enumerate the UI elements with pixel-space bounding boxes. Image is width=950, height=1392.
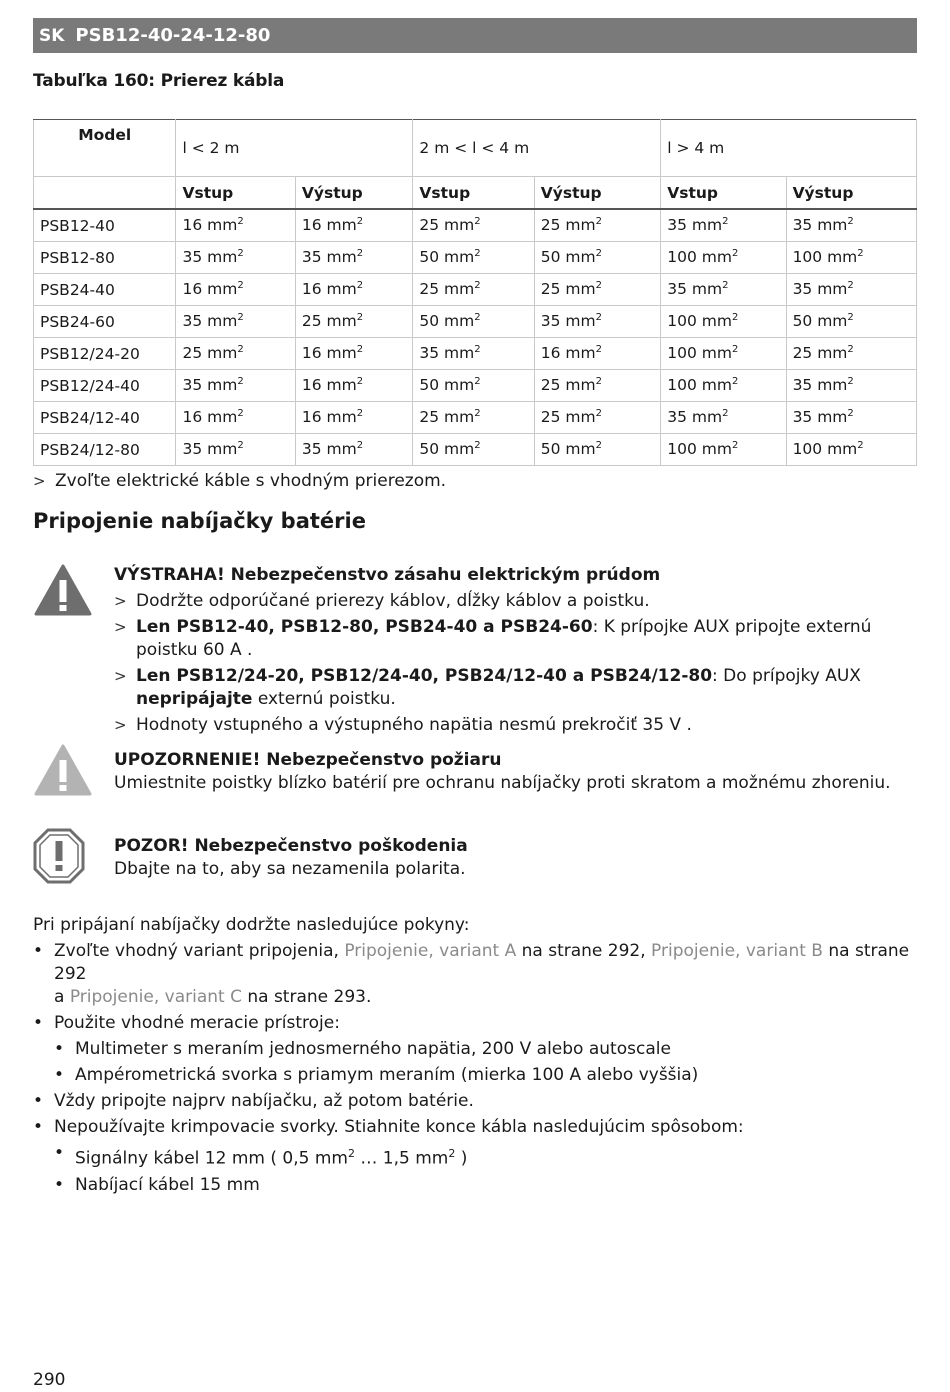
value-cell: 100 $mm^2$ bbox=[661, 242, 786, 274]
cable-note: > Zvoľte elektrické káble s vhodným prierezom. bbox=[33, 471, 447, 491]
list-item: • Použite vhodné meracie prístroje: bbox=[33, 1013, 340, 1033]
warning-item: > Hodnoty vstupného a výstupného napätia nesmú prekročiť 35 V . bbox=[114, 715, 692, 735]
value-cell: 16 $mm^2$ bbox=[176, 274, 295, 306]
link-variant-b[interactable]: Pripojenie, variant B bbox=[651, 941, 823, 961]
warning-item: > Len PSB12-40, PSB12-80, PSB24-40 a PSB24-60: K prípojke AUX pripojte externú poistku 60 A . bbox=[114, 617, 872, 660]
subheader-cell: Výstup bbox=[786, 177, 916, 210]
caution-text: Umiestnite poistky blízko batérií pre ochranu nabíjačky proti skratom a možnému zhoreniu. bbox=[114, 773, 891, 793]
arrow-icon: > bbox=[114, 618, 127, 636]
value-cell: 35 $mm^2$ bbox=[786, 209, 916, 242]
list-item: • Nepoužívajte krimpovacie svorky. Stiahnite konce kábla nasledujúcim spôsobom: bbox=[33, 1117, 744, 1137]
table-row bbox=[34, 434, 917, 466]
link-variant-a[interactable]: Pripojenie, variant A bbox=[344, 941, 517, 961]
link-variant-c[interactable]: Pripojenie, variant C bbox=[69, 987, 242, 1007]
value-cell: 35 $mm^2$ bbox=[661, 274, 786, 306]
bullet-icon: • bbox=[54, 1174, 65, 1195]
language-code: SK bbox=[39, 25, 65, 46]
value-cell: 100 $mm^2$ bbox=[661, 434, 786, 466]
range-header: l < 2 m bbox=[176, 120, 413, 177]
value-cell: 100 $mm^2$ bbox=[661, 306, 786, 338]
value-cell: 35 $mm^2$ bbox=[413, 338, 534, 370]
subheader-cell: Vstup bbox=[661, 177, 786, 210]
value-cell: 50 $mm^2$ bbox=[413, 242, 534, 274]
list-item: • Nabíjací kábel 15 mm bbox=[54, 1174, 260, 1195]
value-cell: 16 $mm^2$ bbox=[295, 274, 413, 306]
value-cell: 35 $mm^2$ bbox=[176, 434, 295, 466]
table-body bbox=[34, 209, 917, 466]
value-cell: 16 $mm^2$ bbox=[295, 402, 413, 434]
value-cell: 25 $mm^2$ bbox=[534, 370, 660, 402]
table-title: Tabuľka 160: Prierez kábla bbox=[33, 71, 285, 91]
model-cell: PSB24/12-40 bbox=[34, 402, 176, 434]
value-cell: 25 $mm^2$ bbox=[176, 338, 295, 370]
value-cell: 100 $mm^2$ bbox=[786, 434, 916, 466]
value-cell: 35 $mm^2$ bbox=[176, 306, 295, 338]
instructions bbox=[33, 914, 913, 1197]
value-cell: 35 $mm^2$ bbox=[295, 242, 413, 274]
value-cell: 35 $mm^2$ bbox=[786, 274, 916, 306]
value-cell: 35 $mm^2$ bbox=[661, 209, 786, 242]
model-cell: PSB24-60 bbox=[34, 306, 176, 338]
caution-triangle-icon bbox=[33, 743, 93, 802]
arrow-icon: > bbox=[114, 667, 127, 685]
value-cell: 25 $mm^2$ bbox=[534, 274, 660, 306]
range-header: 2 m < l < 4 m bbox=[413, 120, 661, 177]
model-cell: PSB12/24-20 bbox=[34, 338, 176, 370]
table-row bbox=[34, 306, 917, 338]
subheader-cell: Výstup bbox=[534, 177, 660, 210]
model-cell: PSB24-40 bbox=[34, 274, 176, 306]
value-cell: 100 $mm^2$ bbox=[661, 338, 786, 370]
value-cell: 16 $mm^2$ bbox=[176, 402, 295, 434]
instructions-intro: Pri pripájaní nabíjačky dodržte nasledujúce pokyny: bbox=[33, 915, 470, 935]
notice-octagon-icon bbox=[33, 828, 85, 889]
bullet-icon: • bbox=[33, 941, 44, 961]
model-cell: PSB12/24-40 bbox=[34, 370, 176, 402]
model-title: PSB12-40-24-12-80 bbox=[75, 25, 271, 46]
value-cell: 16 $mm^2$ bbox=[176, 209, 295, 242]
value-cell: 16 $mm^2$ bbox=[295, 209, 413, 242]
empty-cell bbox=[34, 177, 176, 210]
value-cell: 50 $mm^2$ bbox=[786, 306, 916, 338]
value-cell: 35 $mm^2$ bbox=[534, 306, 660, 338]
list-item: • Signálny kábel 12 mm ( 0,5 $mm^2$ … 1,5 $mm^2$ ) bbox=[54, 1143, 468, 1169]
list-item: • Vždy pripojte najprv nabíjačku, až potom batérie. bbox=[33, 1091, 474, 1111]
notice-block bbox=[114, 835, 924, 881]
value-cell: 25 $mm^2$ bbox=[413, 209, 534, 242]
warning-item: > Len PSB12/24-20, PSB12/24-40, PSB24/12-40 a PSB24/12-80: Do prípojky AUX nepripájajte externú poistku. bbox=[114, 666, 861, 709]
value-cell: 35 $mm^2$ bbox=[295, 434, 413, 466]
value-cell: 25 $mm^2$ bbox=[534, 402, 660, 434]
cable-table bbox=[33, 119, 917, 466]
section-heading: Pripojenie nabíjačky batérie bbox=[33, 509, 366, 533]
warning-triangle-icon bbox=[33, 563, 93, 622]
table-header-row bbox=[34, 120, 917, 177]
model-cell: PSB12-40 bbox=[34, 209, 176, 242]
subheader-cell: Vstup bbox=[413, 177, 534, 210]
header-bar bbox=[33, 18, 917, 53]
range-header: l > 4 m bbox=[661, 120, 917, 177]
model-cell: PSB24/12-80 bbox=[34, 434, 176, 466]
value-cell: 100 $mm^2$ bbox=[661, 370, 786, 402]
caution-block bbox=[114, 749, 924, 795]
value-cell: 16 $mm^2$ bbox=[534, 338, 660, 370]
list-item: • Zvoľte vhodný variant pripojenia, Pripojenie, variant A na strane 292, Pripojenie, variant B na strane 292 a Pripojenie, variant C na strane 293. bbox=[33, 941, 910, 1007]
table-row bbox=[34, 370, 917, 402]
value-cell: 50 $mm^2$ bbox=[534, 434, 660, 466]
list-item: • Ampérometrická svorka s priamym meraním (mierka 100 A alebo vyššia) bbox=[54, 1065, 699, 1085]
subheader-cell: Výstup bbox=[295, 177, 413, 210]
bullet-icon: • bbox=[54, 1143, 65, 1163]
caution-title: UPOZORNENIE! Nebezpečenstvo požiaru bbox=[114, 750, 502, 770]
value-cell: 35 $mm^2$ bbox=[176, 242, 295, 274]
value-cell: 35 $mm^2$ bbox=[176, 370, 295, 402]
value-cell: 50 $mm^2$ bbox=[413, 306, 534, 338]
bullet-icon: • bbox=[33, 1117, 44, 1137]
value-cell: 35 $mm^2$ bbox=[786, 402, 916, 434]
table-row bbox=[34, 209, 917, 242]
value-cell: 50 $mm^2$ bbox=[413, 434, 534, 466]
warning-item: > Dodržte odporúčané prierezy káblov, dĺžky káblov a poistku. bbox=[114, 591, 650, 611]
notice-text: Dbajte na to, aby sa nezamenila polarita. bbox=[114, 859, 466, 879]
subheader-cell: Vstup bbox=[176, 177, 295, 210]
value-cell: 16 $mm^2$ bbox=[295, 338, 413, 370]
value-cell: 35 $mm^2$ bbox=[661, 402, 786, 434]
bullet-icon: • bbox=[54, 1039, 65, 1059]
table-row bbox=[34, 242, 917, 274]
value-cell: 50 $mm^2$ bbox=[534, 242, 660, 274]
table-subheader-row bbox=[34, 177, 917, 210]
model-cell: PSB12-80 bbox=[34, 242, 176, 274]
bullet-icon: • bbox=[33, 1013, 44, 1033]
warning-block bbox=[114, 564, 924, 737]
warning-title: VÝSTRAHA! Nebezpečenstvo zásahu elektrickým prúdom bbox=[114, 565, 661, 585]
table-row bbox=[34, 338, 917, 370]
notice-title: POZOR! Nebezpečenstvo poškodenia bbox=[114, 836, 468, 856]
arrow-icon: > bbox=[33, 472, 46, 490]
table-row bbox=[34, 402, 917, 434]
value-cell: 25 $mm^2$ bbox=[786, 338, 916, 370]
value-cell: 50 $mm^2$ bbox=[413, 370, 534, 402]
arrow-icon: > bbox=[114, 716, 127, 734]
value-cell: 25 $mm^2$ bbox=[413, 402, 534, 434]
list-item: • Multimeter s meraním jednosmerného napätia, 200 V alebo autoscale bbox=[54, 1039, 671, 1059]
bullet-icon: • bbox=[54, 1065, 65, 1085]
value-cell: 25 $mm^2$ bbox=[413, 274, 534, 306]
value-cell: 35 $mm^2$ bbox=[786, 370, 916, 402]
model-header: Model bbox=[34, 120, 176, 177]
bullet-icon: • bbox=[33, 1091, 44, 1111]
value-cell: 25 $mm^2$ bbox=[534, 209, 660, 242]
value-cell: 25 $mm^2$ bbox=[295, 306, 413, 338]
value-cell: 100 $mm^2$ bbox=[786, 242, 916, 274]
table-row bbox=[34, 274, 917, 306]
arrow-icon: > bbox=[114, 592, 127, 610]
page-number: 290 bbox=[33, 1370, 66, 1390]
value-cell: 16 $mm^2$ bbox=[295, 370, 413, 402]
